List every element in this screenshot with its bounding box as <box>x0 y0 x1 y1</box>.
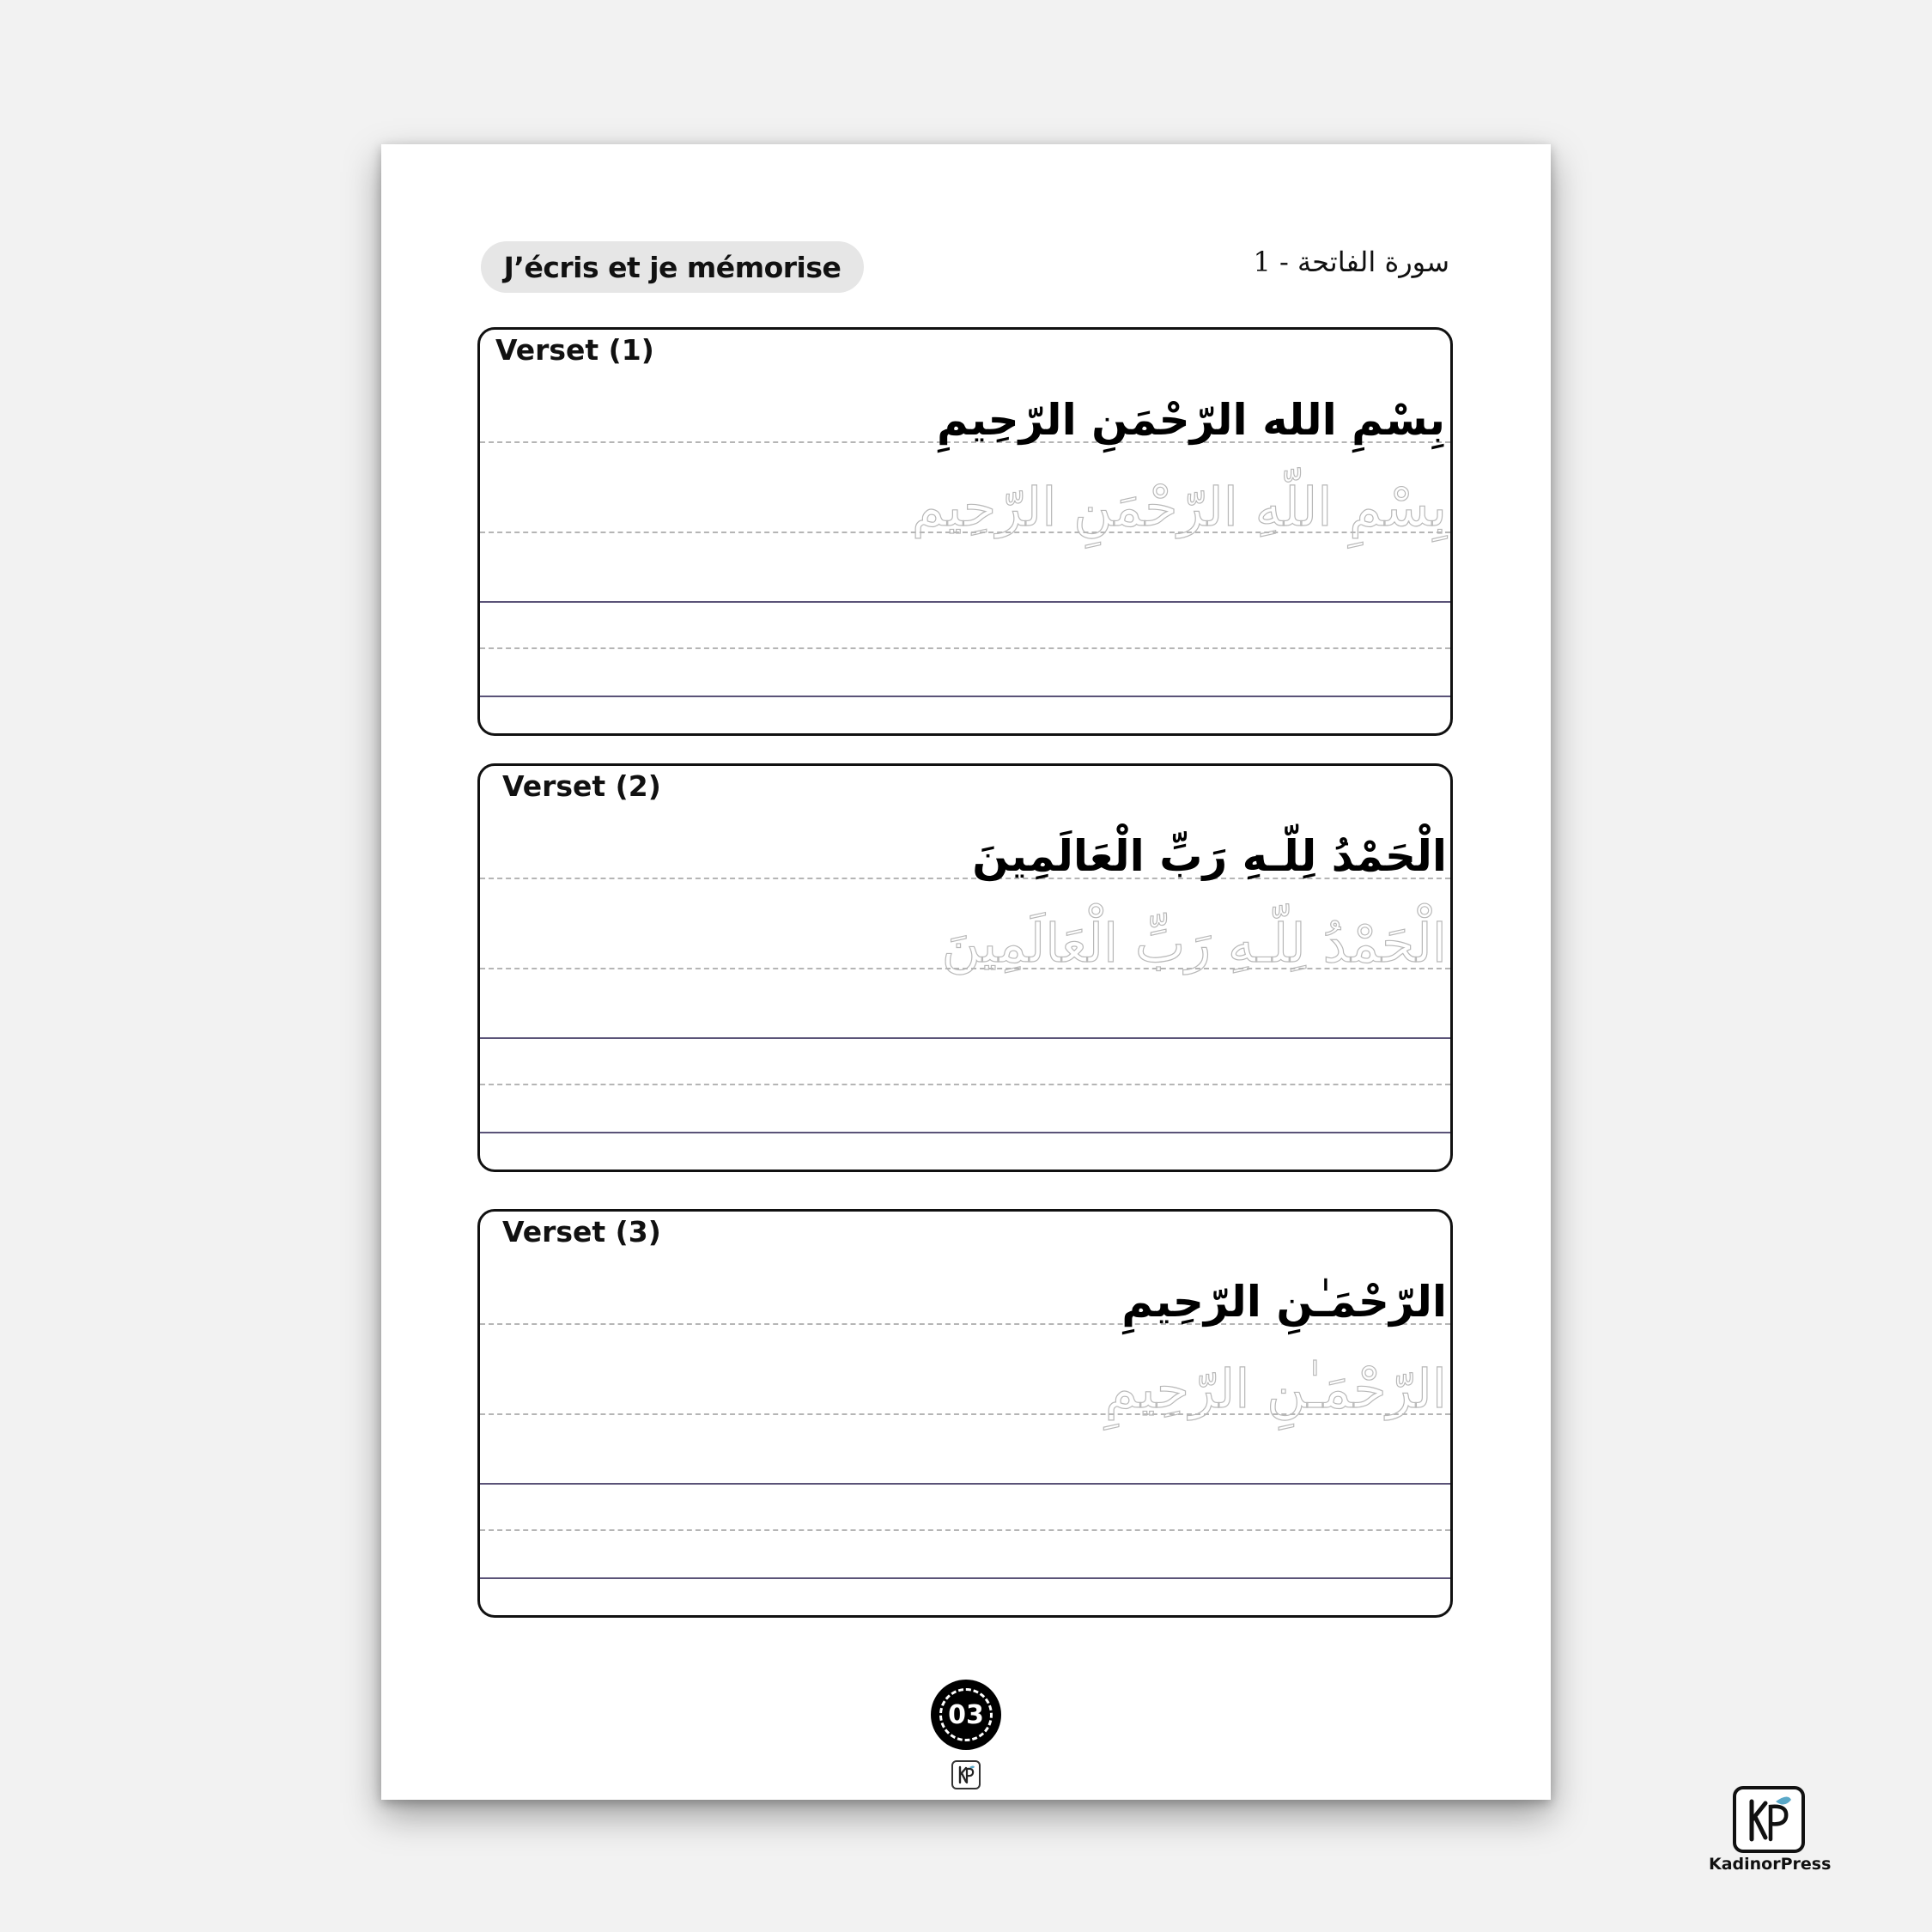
worksheet-page <box>381 144 1551 1800</box>
verse-box-2 <box>477 763 1453 1172</box>
surah-title: سورة الفاتحة - 1 <box>1253 246 1449 278</box>
page-number: 03 <box>939 1688 993 1741</box>
writing-line <box>480 1132 1450 1133</box>
page-number-badge <box>931 1680 1001 1750</box>
verse-box-1 <box>477 327 1453 736</box>
guide-line <box>480 647 1450 649</box>
writing-line <box>480 1577 1450 1579</box>
worksheet-title: J’écris et je mémorise <box>503 250 841 284</box>
guide-line <box>480 1084 1450 1085</box>
verse-trace-text: بِسْمِ اللّهِ الرّحْمَنِ الرّحِيم <box>911 476 1447 538</box>
verse-text: الرّحْمَـٰنِ الرّحِيمِ <box>1121 1277 1447 1327</box>
guide-line <box>480 1529 1450 1531</box>
worksheet-title-pill <box>481 241 864 293</box>
writing-line <box>480 1037 1450 1039</box>
verse-label: Verset (3) <box>502 1215 661 1249</box>
brand-name: KadinorPress <box>1709 1855 1832 1874</box>
writing-line <box>480 696 1450 697</box>
verse-text: بِسْمِ الله الرّحْمَنِ الرّحِيمِ <box>937 395 1445 445</box>
kp-logo-icon <box>951 1760 981 1789</box>
verse-label: Verset (2) <box>502 769 661 803</box>
verse-trace-text: الرّحْمَـٰنِ الرّحِيمِ <box>1104 1358 1447 1420</box>
writing-line <box>480 1483 1450 1485</box>
verse-box-3 <box>477 1209 1453 1618</box>
kp-logo-icon <box>1733 1786 1805 1853</box>
writing-line <box>480 601 1450 603</box>
verse-trace-text: الْحَمْدُ لِلّـهِ رَبِّ الْعَالَمِينَ <box>941 912 1447 975</box>
verse-label: Verset (1) <box>495 333 654 367</box>
verse-text: الْحَمْدُ لِلّـهِ رَبِّ الْعَالَمِينَ <box>972 831 1447 881</box>
